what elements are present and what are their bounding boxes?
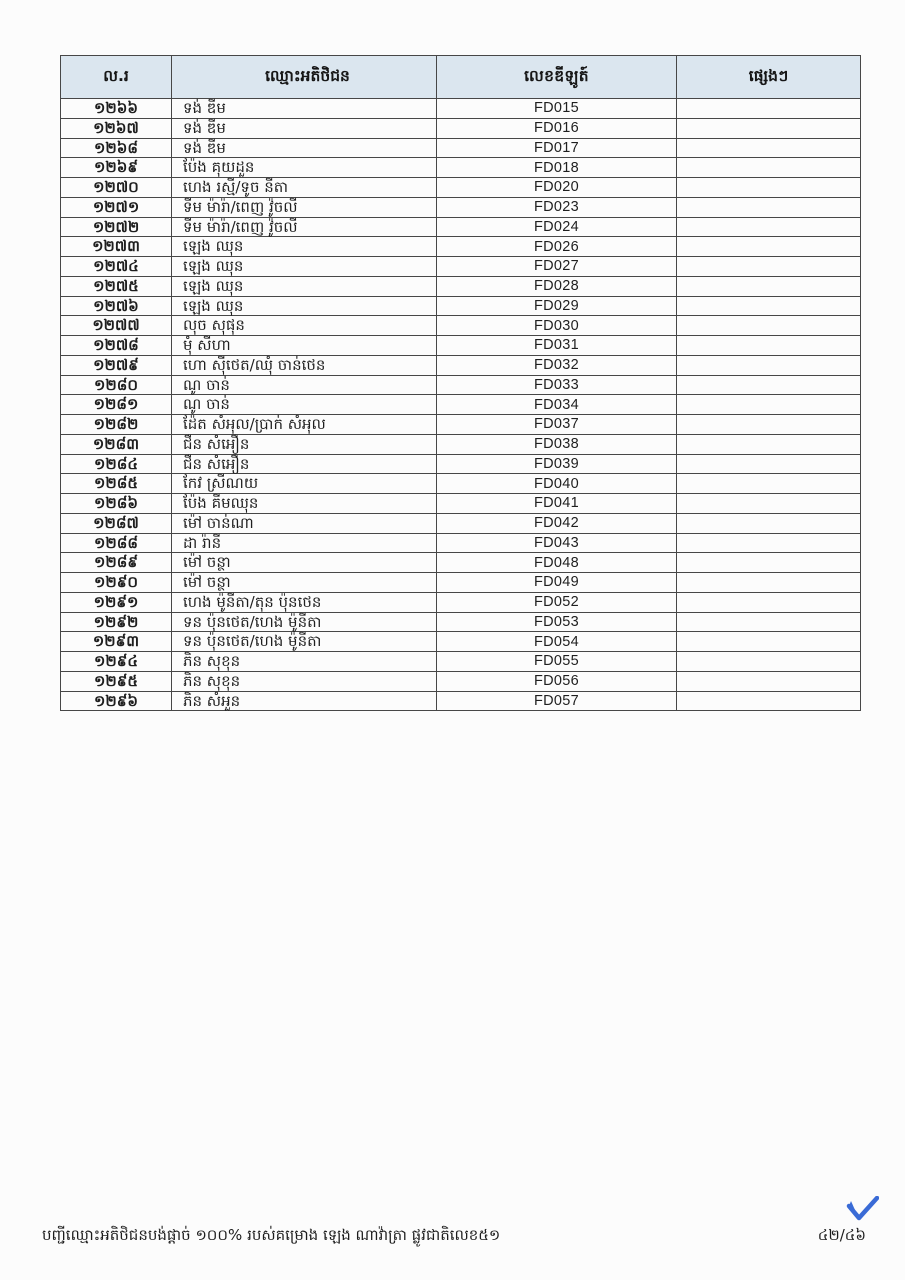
lot-number-cell: FD033 xyxy=(437,375,677,395)
table-row xyxy=(61,158,861,178)
table-row xyxy=(61,592,861,612)
table-row xyxy=(61,474,861,494)
lot-number-cell: FD015 xyxy=(437,99,677,119)
row-number-cell: ១២៨៥ xyxy=(61,474,172,494)
lot-number-cell: FD042 xyxy=(437,513,677,533)
remarks-cell xyxy=(677,632,861,652)
table-body xyxy=(61,99,861,711)
customer-name-cell: ហេង រស្មី/ទូច នីតា xyxy=(172,178,437,198)
remarks-cell xyxy=(677,434,861,454)
customer-name-cell: ដ៉ែត សំអុល/ប្រាក់ សំអុល xyxy=(172,415,437,435)
remarks-cell xyxy=(677,217,861,237)
row-number-cell: ១២៩៤ xyxy=(61,652,172,672)
remarks-cell xyxy=(677,474,861,494)
lot-number-cell: FD031 xyxy=(437,336,677,356)
table-row xyxy=(61,296,861,316)
lot-number-cell: FD026 xyxy=(437,237,677,257)
customer-name-cell: មុំ សីហា xyxy=(172,336,437,356)
customer-name-cell: ហោ ស៊ីថេត/ឈុំ ចាន់ថេន xyxy=(172,355,437,375)
lot-number-cell: FD030 xyxy=(437,316,677,336)
customer-name-cell: លុច សុផុន xyxy=(172,316,437,336)
row-number-cell: ១២៨៧ xyxy=(61,513,172,533)
row-number-cell: ១២៧១ xyxy=(61,197,172,217)
row-number-cell: ១២៧៣ xyxy=(61,237,172,257)
table-row xyxy=(61,494,861,514)
column-header-no: ល.រ xyxy=(61,56,172,99)
table-row xyxy=(61,573,861,593)
row-number-cell: ១២៧៧ xyxy=(61,316,172,336)
table-row xyxy=(61,612,861,632)
row-number-cell: ១២៨៨ xyxy=(61,533,172,553)
table-row xyxy=(61,454,861,474)
customer-table xyxy=(60,55,861,711)
lot-number-cell: FD040 xyxy=(437,474,677,494)
remarks-cell xyxy=(677,652,861,672)
column-header-customer: ឈ្មោះអតិថិជន xyxy=(172,56,437,99)
table-row xyxy=(61,355,861,375)
table-row xyxy=(61,375,861,395)
remarks-cell xyxy=(677,276,861,296)
table-row xyxy=(61,691,861,711)
row-number-cell: ១២៦៩ xyxy=(61,158,172,178)
row-number-cell: ១២៦៦ xyxy=(61,99,172,119)
row-number-cell: ១២៦៨ xyxy=(61,138,172,158)
customer-name-cell: ជឺន សំអឿន xyxy=(172,434,437,454)
page-number: ៤២/៤៦ xyxy=(817,1226,866,1244)
row-number-cell: ១២៧៤ xyxy=(61,257,172,277)
lot-number-cell: FD018 xyxy=(437,158,677,178)
row-number-cell: ១២៧៩ xyxy=(61,355,172,375)
lot-number-cell: FD020 xyxy=(437,178,677,198)
customer-name-cell: ដា រ៉ានី xyxy=(172,533,437,553)
customer-name-cell: ទីម ម៉ារ៉ា/ពេញ វ៉ូចលី xyxy=(172,197,437,217)
table-row xyxy=(61,217,861,237)
lot-number-cell: FD049 xyxy=(437,573,677,593)
table-header-row xyxy=(61,56,861,99)
lot-number-cell: FD029 xyxy=(437,296,677,316)
remarks-cell xyxy=(677,257,861,277)
row-number-cell: ១២៨៦ xyxy=(61,494,172,514)
row-number-cell: ១២៧៨ xyxy=(61,336,172,356)
remarks-cell xyxy=(677,336,861,356)
remarks-cell xyxy=(677,316,861,336)
row-number-cell: ១២៨២ xyxy=(61,415,172,435)
remarks-cell xyxy=(677,454,861,474)
customer-name-cell: ណូ ចាន់ xyxy=(172,395,437,415)
table-row xyxy=(61,197,861,217)
remarks-cell xyxy=(677,415,861,435)
customer-name-cell: ប៉ែង គីមឈុន xyxy=(172,494,437,514)
lot-number-cell: FD017 xyxy=(437,138,677,158)
remarks-cell xyxy=(677,553,861,573)
row-number-cell: ១២៨៩ xyxy=(61,553,172,573)
row-number-cell: ១២៩៦ xyxy=(61,691,172,711)
customer-name-cell: ទន ប៉ុនថេត/ហេង ម៉ូនីតា xyxy=(172,632,437,652)
lot-number-cell: FD038 xyxy=(437,434,677,454)
customer-name-cell: ណូ ចាន់ xyxy=(172,375,437,395)
table-row xyxy=(61,652,861,672)
remarks-cell xyxy=(677,118,861,138)
remarks-cell xyxy=(677,671,861,691)
table-row xyxy=(61,553,861,573)
row-number-cell: ១២៨៤ xyxy=(61,454,172,474)
row-number-cell: ១២៨១ xyxy=(61,395,172,415)
row-number-cell: ១២៨៣ xyxy=(61,434,172,454)
row-number-cell: ១២៧២ xyxy=(61,217,172,237)
lot-number-cell: FD057 xyxy=(437,691,677,711)
lot-number-cell: FD034 xyxy=(437,395,677,415)
row-number-cell: ១២៦៧ xyxy=(61,118,172,138)
row-number-cell: ១២៧៦ xyxy=(61,296,172,316)
lot-number-cell: FD055 xyxy=(437,652,677,672)
lot-number-cell: FD043 xyxy=(437,533,677,553)
remarks-cell xyxy=(677,513,861,533)
table-row xyxy=(61,671,861,691)
checkmark-icon xyxy=(845,1196,879,1224)
table-row xyxy=(61,415,861,435)
lot-number-cell: FD024 xyxy=(437,217,677,237)
row-number-cell: ១២៩១ xyxy=(61,592,172,612)
remarks-cell xyxy=(677,691,861,711)
remarks-cell xyxy=(677,178,861,198)
customer-name-cell: ទង់ ឌីម xyxy=(172,118,437,138)
row-number-cell: ១២៧៥ xyxy=(61,276,172,296)
customer-name-cell: ប៉ែង គុយដួន xyxy=(172,158,437,178)
customer-name-cell: ភិន សុខុន xyxy=(172,671,437,691)
row-number-cell: ១២៩២ xyxy=(61,612,172,632)
remarks-cell xyxy=(677,197,861,217)
lot-number-cell: FD037 xyxy=(437,415,677,435)
table-row xyxy=(61,257,861,277)
customer-name-cell: ទង់ ឌីម xyxy=(172,99,437,119)
customer-name-cell: ម៉ៅ ចន្ថា xyxy=(172,573,437,593)
remarks-cell xyxy=(677,612,861,632)
remarks-cell xyxy=(677,494,861,514)
lot-number-cell: FD048 xyxy=(437,553,677,573)
table-row xyxy=(61,533,861,553)
customer-name-cell: ទន ប៉ុនថេត/ហេង ម៉ូនីតា xyxy=(172,612,437,632)
remarks-cell xyxy=(677,99,861,119)
page-footer xyxy=(42,1226,872,1248)
lot-number-cell: FD053 xyxy=(437,612,677,632)
customer-name-cell: កែវ ស្រីណយ xyxy=(172,474,437,494)
customer-name-cell: ទីម ម៉ារ៉ា/ពេញ វ៉ូចលី xyxy=(172,217,437,237)
remarks-cell xyxy=(677,355,861,375)
customer-name-cell: ម៉ៅ ចន្ថា xyxy=(172,553,437,573)
customer-name-cell: ឡេង ឈុន xyxy=(172,276,437,296)
customer-name-cell: ជឺន សំអឿន xyxy=(172,454,437,474)
table-row xyxy=(61,336,861,356)
customer-name-cell: ភិន សំអួន xyxy=(172,691,437,711)
remarks-cell xyxy=(677,573,861,593)
row-number-cell: ១២៩៣ xyxy=(61,632,172,652)
column-header-remarks: ផ្សេងៗ xyxy=(677,56,861,99)
lot-number-cell: FD016 xyxy=(437,118,677,138)
customer-name-cell: ឡេង ឈុន xyxy=(172,237,437,257)
customer-name-cell: ឡេង ឈុន xyxy=(172,257,437,277)
table-row xyxy=(61,138,861,158)
lot-number-cell: FD027 xyxy=(437,257,677,277)
remarks-cell xyxy=(677,592,861,612)
lot-number-cell: FD028 xyxy=(437,276,677,296)
remarks-cell xyxy=(677,237,861,257)
customer-name-cell: ហេង ម៉ូនីតា/តុន ប៉ុនថេន xyxy=(172,592,437,612)
row-number-cell: ១២៨០ xyxy=(61,375,172,395)
table-row xyxy=(61,632,861,652)
lot-number-cell: FD032 xyxy=(437,355,677,375)
remarks-cell xyxy=(677,395,861,415)
table-row xyxy=(61,99,861,119)
remarks-cell xyxy=(677,375,861,395)
table-row xyxy=(61,513,861,533)
lot-number-cell: FD054 xyxy=(437,632,677,652)
remarks-cell xyxy=(677,138,861,158)
customer-name-cell: ភិន សុខុន xyxy=(172,652,437,672)
table-row xyxy=(61,118,861,138)
lot-number-cell: FD039 xyxy=(437,454,677,474)
table-row xyxy=(61,276,861,296)
row-number-cell: ១២៩០ xyxy=(61,573,172,593)
lot-number-cell: FD052 xyxy=(437,592,677,612)
customer-name-cell: ទង់ ឌីម xyxy=(172,138,437,158)
column-header-lot: លេខឌីឡូត៍ xyxy=(437,56,677,99)
table-row xyxy=(61,178,861,198)
remarks-cell xyxy=(677,533,861,553)
table-row xyxy=(61,316,861,336)
lot-number-cell: FD023 xyxy=(437,197,677,217)
table-row xyxy=(61,237,861,257)
row-number-cell: ១២៧០ xyxy=(61,178,172,198)
footer-title: បញ្ជីឈ្មោះអតិថិជនបង់ផ្តាច់ ១០០% របស់គម្រោង ឡេង ណាវ៉ាត្រា ផ្លូវជាតិលេខ៥១ xyxy=(42,1226,501,1244)
table-row xyxy=(61,434,861,454)
customer-name-cell: ម៉ៅ ចាន់ណា xyxy=(172,513,437,533)
remarks-cell xyxy=(677,158,861,178)
customer-name-cell: ឡេង ឈុន xyxy=(172,296,437,316)
lot-number-cell: FD056 xyxy=(437,671,677,691)
remarks-cell xyxy=(677,296,861,316)
lot-number-cell: FD041 xyxy=(437,494,677,514)
row-number-cell: ១២៩៥ xyxy=(61,671,172,691)
table-row xyxy=(61,395,861,415)
